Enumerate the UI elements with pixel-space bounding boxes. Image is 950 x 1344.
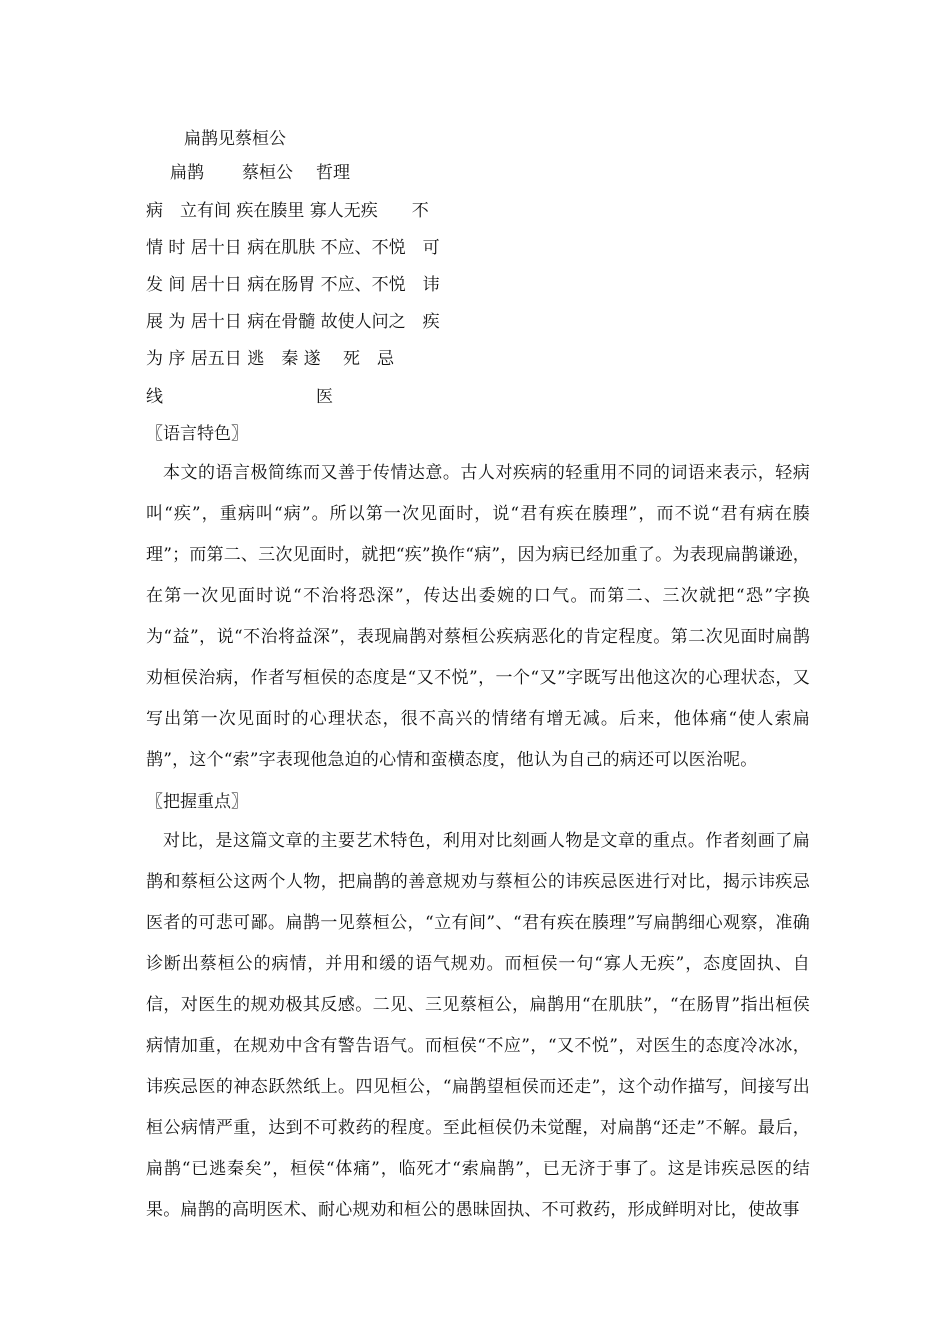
- table-header-zheli: 哲理: [316, 163, 350, 183]
- section-heading-key-points: 〖把握重点〗: [146, 792, 248, 812]
- table-header-bianque: 扁鹊: [170, 163, 204, 183]
- table-row: 线 医: [146, 387, 333, 407]
- table-row: 情 时 居十日 病在肌肤 不应、不悦 可: [146, 238, 440, 258]
- paragraph-key-points: 对比，是这篇文章的主要艺术特色，利用对比刻画人物是文章的重点。作者刻画了扁鹊和蔡桓公这两个人物，把扁鹊的善意规劝与蔡桓公的讳疾忌医进行对比，揭示讳疾忌医者的可悲可鄙。扁鹊一见蔡桓公，“立有间”、“君有疾在腠理”写扁鹊细心观察，准确诊断出蔡桓公的病情，并用和缓的语气规劝。而桓侯一句“寡人无疾”，态度固执、自信，对医生的规劝极其反感。二见、三见蔡桓公，扁鹊用“在肌肤”，“在肠胃”指出桓侯病情加重，在规劝中含有警告语气。而桓侯“不应”，“又不悦”，对医生的态度冷冰冰，讳疾忌医的神态跃然纸上。四见桓公，“扁鹊望桓侯而还走”，这个动作描写，间接写出桓公病情严重，达到不可救药的程度。至此桓侯仍未觉醒，对扁鹊“还走”不解。最后，扁鹊“已逃秦矣”，桓侯“体痛”，临死才“索扁鹊”，已无济于事了。这是讳疾忌医的结果。扁鹊的高明医术、耐心规劝和桓公的愚昧固执、不可救药，形成鲜明对比，使故事: [146, 831, 810, 1220]
- table-row: 为 序 居五日 逃 秦 遂 死 忌: [146, 349, 395, 369]
- section-heading-language: 〖语言特色〗: [146, 424, 248, 444]
- table-row: 展 为 居十日 病在骨髓 故使人问之 疾: [146, 312, 440, 332]
- paragraph-language: 本文的语言极简练而又善于传情达意。古人对疾病的轻重用不同的词语来表示，轻病叫“疾”，重病叫“病”。所以第一次见面时，说“君有疾在腠理”，而不说“君有病在腠理”；而第二、三次见面时，就把“疾”换作“病”，因为病已经加重了。为表现扁鹊谦逊，在第一次见面时说“不治将恐深”，传达出委婉的口气。而第二、三次就把“恐”字换为“益”，说“不治将益深”，表现扁鹊对蔡桓公疾病恶化的肯定程度。第二次见面时扁鹊劝桓侯治病，作者写桓侯的态度是“又不悦”，一个“又”字既写出他这次的心理状态，又写出第一次见面时的心理状态，很不高兴的情绪有增无减。后来，他体痛“使人索扁鹊”，这个“索”字表现他急迫的心情和蛮横态度，他认为自己的病还可以医治呢。: [146, 463, 810, 770]
- document-title: 扁鹊见蔡桓公: [184, 129, 286, 149]
- table-row: 病 立有间 疾在腠里 寡人无疾 不: [146, 201, 429, 221]
- table-row: 发 间 居十日 病在肠胃 不应、不悦 讳: [146, 275, 440, 295]
- table-header-caihuangong: 蔡桓公: [242, 163, 293, 183]
